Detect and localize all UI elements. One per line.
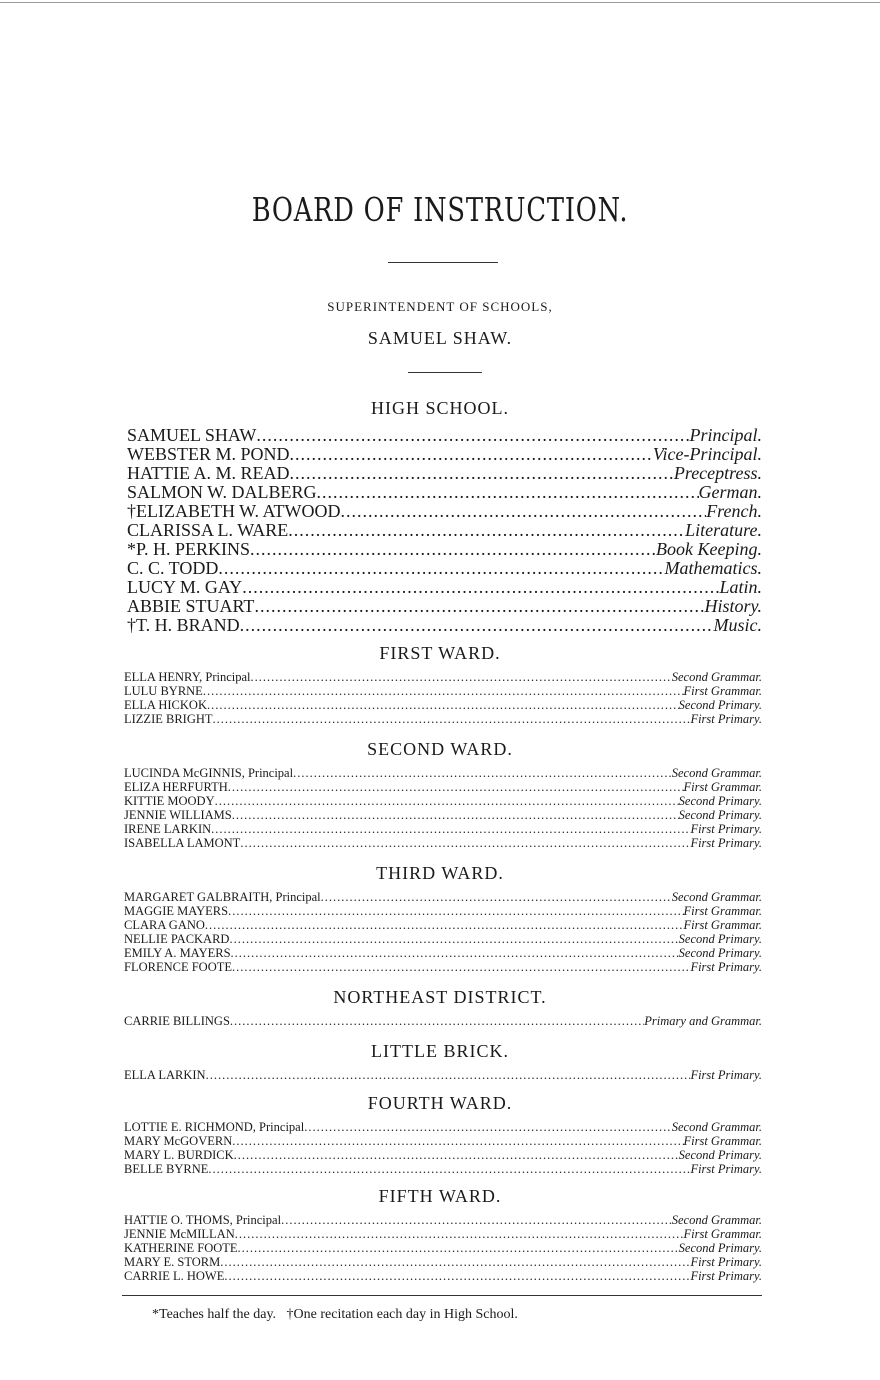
staff-role: French. <box>706 502 762 521</box>
staff-role: Vice-Principal. <box>652 445 762 464</box>
leader-dots <box>206 1068 691 1082</box>
staff-row <box>127 597 762 616</box>
staff-name: C. C. TODD <box>127 559 219 578</box>
staff-name: MARY E. STORM <box>124 1255 221 1269</box>
section-heading-little-brick: LITTLE BRICK. <box>371 1041 509 1061</box>
section-heading-third-ward: THIRD WARD. <box>376 863 504 883</box>
staff-row <box>124 1213 762 1227</box>
leader-dots <box>293 766 672 780</box>
staff-row <box>124 1068 762 1082</box>
leader-dots <box>290 445 653 464</box>
section-heading-fifth-ward: FIFTH WARD. <box>378 1186 502 1206</box>
staff-name: LUCY M. GAY <box>127 578 243 597</box>
staff-row <box>124 836 762 850</box>
staff-name: WEBSTER M. POND <box>127 445 290 464</box>
staff-role: Latin. <box>719 578 762 597</box>
staff-role: Mathematics. <box>664 559 762 578</box>
page-title: BOARD OF INSTRUCTION. <box>251 190 629 229</box>
leader-dots <box>304 1120 672 1134</box>
staff-row <box>124 822 762 836</box>
staff-role: Second Grammar. <box>671 1213 762 1227</box>
staff-row <box>127 578 762 597</box>
staff-role: Primary and Grammar. <box>644 1014 762 1028</box>
staff-name: NELLIE PACKARD <box>124 932 230 946</box>
staff-name: †ELIZABETH W. ATWOOD <box>127 502 341 521</box>
staff-row <box>124 780 762 794</box>
staff-row <box>124 1162 762 1176</box>
staff-row <box>124 808 762 822</box>
leader-dots <box>281 1213 672 1227</box>
leader-dots <box>340 502 706 521</box>
leader-dots <box>321 890 672 904</box>
staff-role: First Primary. <box>690 1162 762 1176</box>
staff-row <box>124 932 762 946</box>
staff-role: First Grammar. <box>683 780 762 794</box>
top-border-line <box>0 2 880 3</box>
staff-role: Second Grammar. <box>671 766 762 780</box>
leader-dots <box>220 1255 690 1269</box>
staff-name: SAMUEL SHAW <box>127 426 257 445</box>
section-heading-northeast-district: NORTHEAST DISTRICT. <box>333 987 547 1007</box>
staff-name: CARRIE BILLINGS <box>124 1014 230 1028</box>
staff-row <box>127 445 762 464</box>
staff-role: First Primary. <box>690 1068 762 1082</box>
leader-dots <box>234 1148 679 1162</box>
staff-row <box>124 890 762 904</box>
staff-role: Second Grammar. <box>671 670 762 684</box>
staff-row <box>127 464 762 483</box>
staff-name: ISABELLA LAMONT <box>124 836 241 850</box>
staff-role: History. <box>704 597 762 616</box>
staff-row <box>124 766 762 780</box>
staff-role: Second Primary. <box>678 698 762 712</box>
staff-name: †T. H. BRAND <box>127 616 240 635</box>
staff-row <box>124 960 762 974</box>
staff-row <box>124 946 762 960</box>
leader-dots <box>207 698 679 712</box>
leader-dots <box>240 836 690 850</box>
staff-row <box>124 712 762 726</box>
staff-role: Book Keeping. <box>656 540 762 559</box>
staff-row <box>124 904 762 918</box>
leader-dots <box>250 540 656 559</box>
leader-dots <box>218 559 664 578</box>
footnote: *Teaches half the day. †One recitation each day in High School. <box>152 1307 518 1322</box>
section-heading-fourth-ward: FOURTH WARD. <box>367 1093 513 1113</box>
staff-name: MARY McGOVERN <box>124 1134 233 1148</box>
staff-name: HATTIE O. THOMS, Principal <box>124 1213 282 1227</box>
staff-role: Principal. <box>689 426 762 445</box>
staff-role: Second Grammar. <box>671 1120 762 1134</box>
section-heading-second-ward: SECOND WARD. <box>367 739 513 759</box>
staff-name: SALMON W. DALBERG <box>127 483 317 502</box>
staff-role: First Grammar. <box>683 1134 762 1148</box>
leader-dots <box>251 670 672 684</box>
staff-row <box>124 1134 762 1148</box>
staff-role: Literature. <box>685 521 762 540</box>
staff-row <box>124 1255 762 1269</box>
staff-row <box>124 1120 762 1134</box>
leader-dots <box>254 597 704 616</box>
staff-name: JENNIE WILLIAMS <box>124 808 232 822</box>
staff-name: ELIZA HERFURTH <box>124 780 228 794</box>
staff-name: BELLE BYRNE <box>124 1162 209 1176</box>
staff-name: JENNIE McMILLAN <box>124 1227 235 1241</box>
staff-row <box>124 670 762 684</box>
staff-name: LIZZIE BRIGHT <box>124 712 213 726</box>
staff-row <box>127 540 762 559</box>
section-heading-high-school: HIGH SCHOOL. <box>371 398 509 418</box>
staff-name: CLARA GANO <box>124 918 205 932</box>
staff-role: Second Primary. <box>678 1241 762 1255</box>
leader-dots <box>211 822 690 836</box>
staff-name: CARRIE L. HOWE <box>124 1269 225 1283</box>
leader-dots <box>203 684 684 698</box>
staff-role: First Primary. <box>690 836 762 850</box>
staff-row <box>127 559 762 578</box>
staff-name: KATHERINE FOOTE <box>124 1241 238 1255</box>
staff-name: LOTTIE E. RICHMOND, Principal <box>124 1120 305 1134</box>
leader-dots <box>232 960 690 974</box>
staff-name: IRENE LARKIN <box>124 822 212 836</box>
staff-name: ELLA HENRY, Principal <box>124 670 251 684</box>
leader-dots <box>224 1269 690 1283</box>
leader-dots <box>232 1134 683 1148</box>
staff-row <box>127 616 762 635</box>
staff-row <box>124 1148 762 1162</box>
staff-name: CLARISSA L. WARE <box>127 521 289 540</box>
staff-row <box>127 521 762 540</box>
leader-dots <box>238 1241 679 1255</box>
staff-name: ELLA HICKOK <box>124 698 207 712</box>
leader-dots <box>288 521 685 540</box>
leader-dots <box>228 780 684 794</box>
staff-role: Music. <box>713 616 762 635</box>
staff-name: *P. H. PERKINS <box>127 540 251 559</box>
staff-role: Second Primary. <box>678 794 762 808</box>
leader-dots <box>231 946 679 960</box>
title-divider <box>388 262 498 263</box>
staff-name: FLORENCE FOOTE <box>124 960 232 974</box>
superintendent-name: SAMUEL SHAW. <box>367 328 513 348</box>
staff-role: First Grammar. <box>683 684 762 698</box>
leader-dots <box>215 794 679 808</box>
superintendent-label: SUPERINTENDENT OF SCHOOLS, <box>327 299 553 314</box>
staff-role: Second Grammar. <box>671 890 762 904</box>
superintendent-divider <box>408 372 482 373</box>
staff-role: Second Primary. <box>678 932 762 946</box>
staff-name: ELLA LARKIN <box>124 1068 206 1082</box>
leader-dots <box>256 426 689 445</box>
staff-role: First Grammar. <box>683 918 762 932</box>
staff-role: Preceptress. <box>673 464 762 483</box>
leader-dots <box>317 483 699 502</box>
staff-row <box>127 483 762 502</box>
staff-role: Second Primary. <box>678 946 762 960</box>
leader-dots <box>208 1162 690 1176</box>
leader-dots <box>230 1014 644 1028</box>
staff-role: First Primary. <box>690 712 762 726</box>
leader-dots <box>205 918 684 932</box>
staff-row <box>124 1227 762 1241</box>
staff-name: MAGGIE MAYERS <box>124 904 229 918</box>
staff-role: First Grammar. <box>683 1227 762 1241</box>
staff-row <box>124 794 762 808</box>
leader-dots <box>290 464 674 483</box>
staff-row <box>124 1269 762 1283</box>
staff-row <box>127 426 762 445</box>
leader-dots <box>240 616 714 635</box>
leader-dots <box>228 904 683 918</box>
staff-name: LUCINDA McGINNIS, Principal <box>124 766 294 780</box>
staff-name: HATTIE A. M. READ <box>127 464 290 483</box>
leader-dots <box>213 712 691 726</box>
staff-role: First Primary. <box>690 1269 762 1283</box>
leader-dots <box>232 808 679 822</box>
staff-row <box>124 698 762 712</box>
staff-name: MARGARET GALBRAITH, Principal <box>124 890 321 904</box>
staff-name: KITTIE MOODY <box>124 794 215 808</box>
staff-row <box>127 502 762 521</box>
staff-name: MARY L. BURDICK <box>124 1148 234 1162</box>
staff-role: First Grammar. <box>683 904 762 918</box>
staff-role: First Primary. <box>690 960 762 974</box>
staff-role: Second Primary. <box>678 1148 762 1162</box>
staff-row <box>124 1241 762 1255</box>
staff-role: German. <box>698 483 762 502</box>
leader-dots <box>229 932 678 946</box>
staff-row <box>124 1014 762 1028</box>
staff-role: Second Primary. <box>678 808 762 822</box>
staff-row <box>124 684 762 698</box>
staff-role: First Primary. <box>690 822 762 836</box>
staff-role: First Primary. <box>690 1255 762 1269</box>
staff-name: ABBIE STUART <box>127 597 255 616</box>
leader-dots <box>235 1227 684 1241</box>
staff-name: LULU BYRNE <box>124 684 203 698</box>
section-heading-first-ward: FIRST WARD. <box>379 643 501 663</box>
staff-name: EMILY A. MAYERS <box>124 946 231 960</box>
staff-row <box>124 918 762 932</box>
leader-dots <box>242 578 719 597</box>
footnote-divider <box>122 1295 762 1296</box>
